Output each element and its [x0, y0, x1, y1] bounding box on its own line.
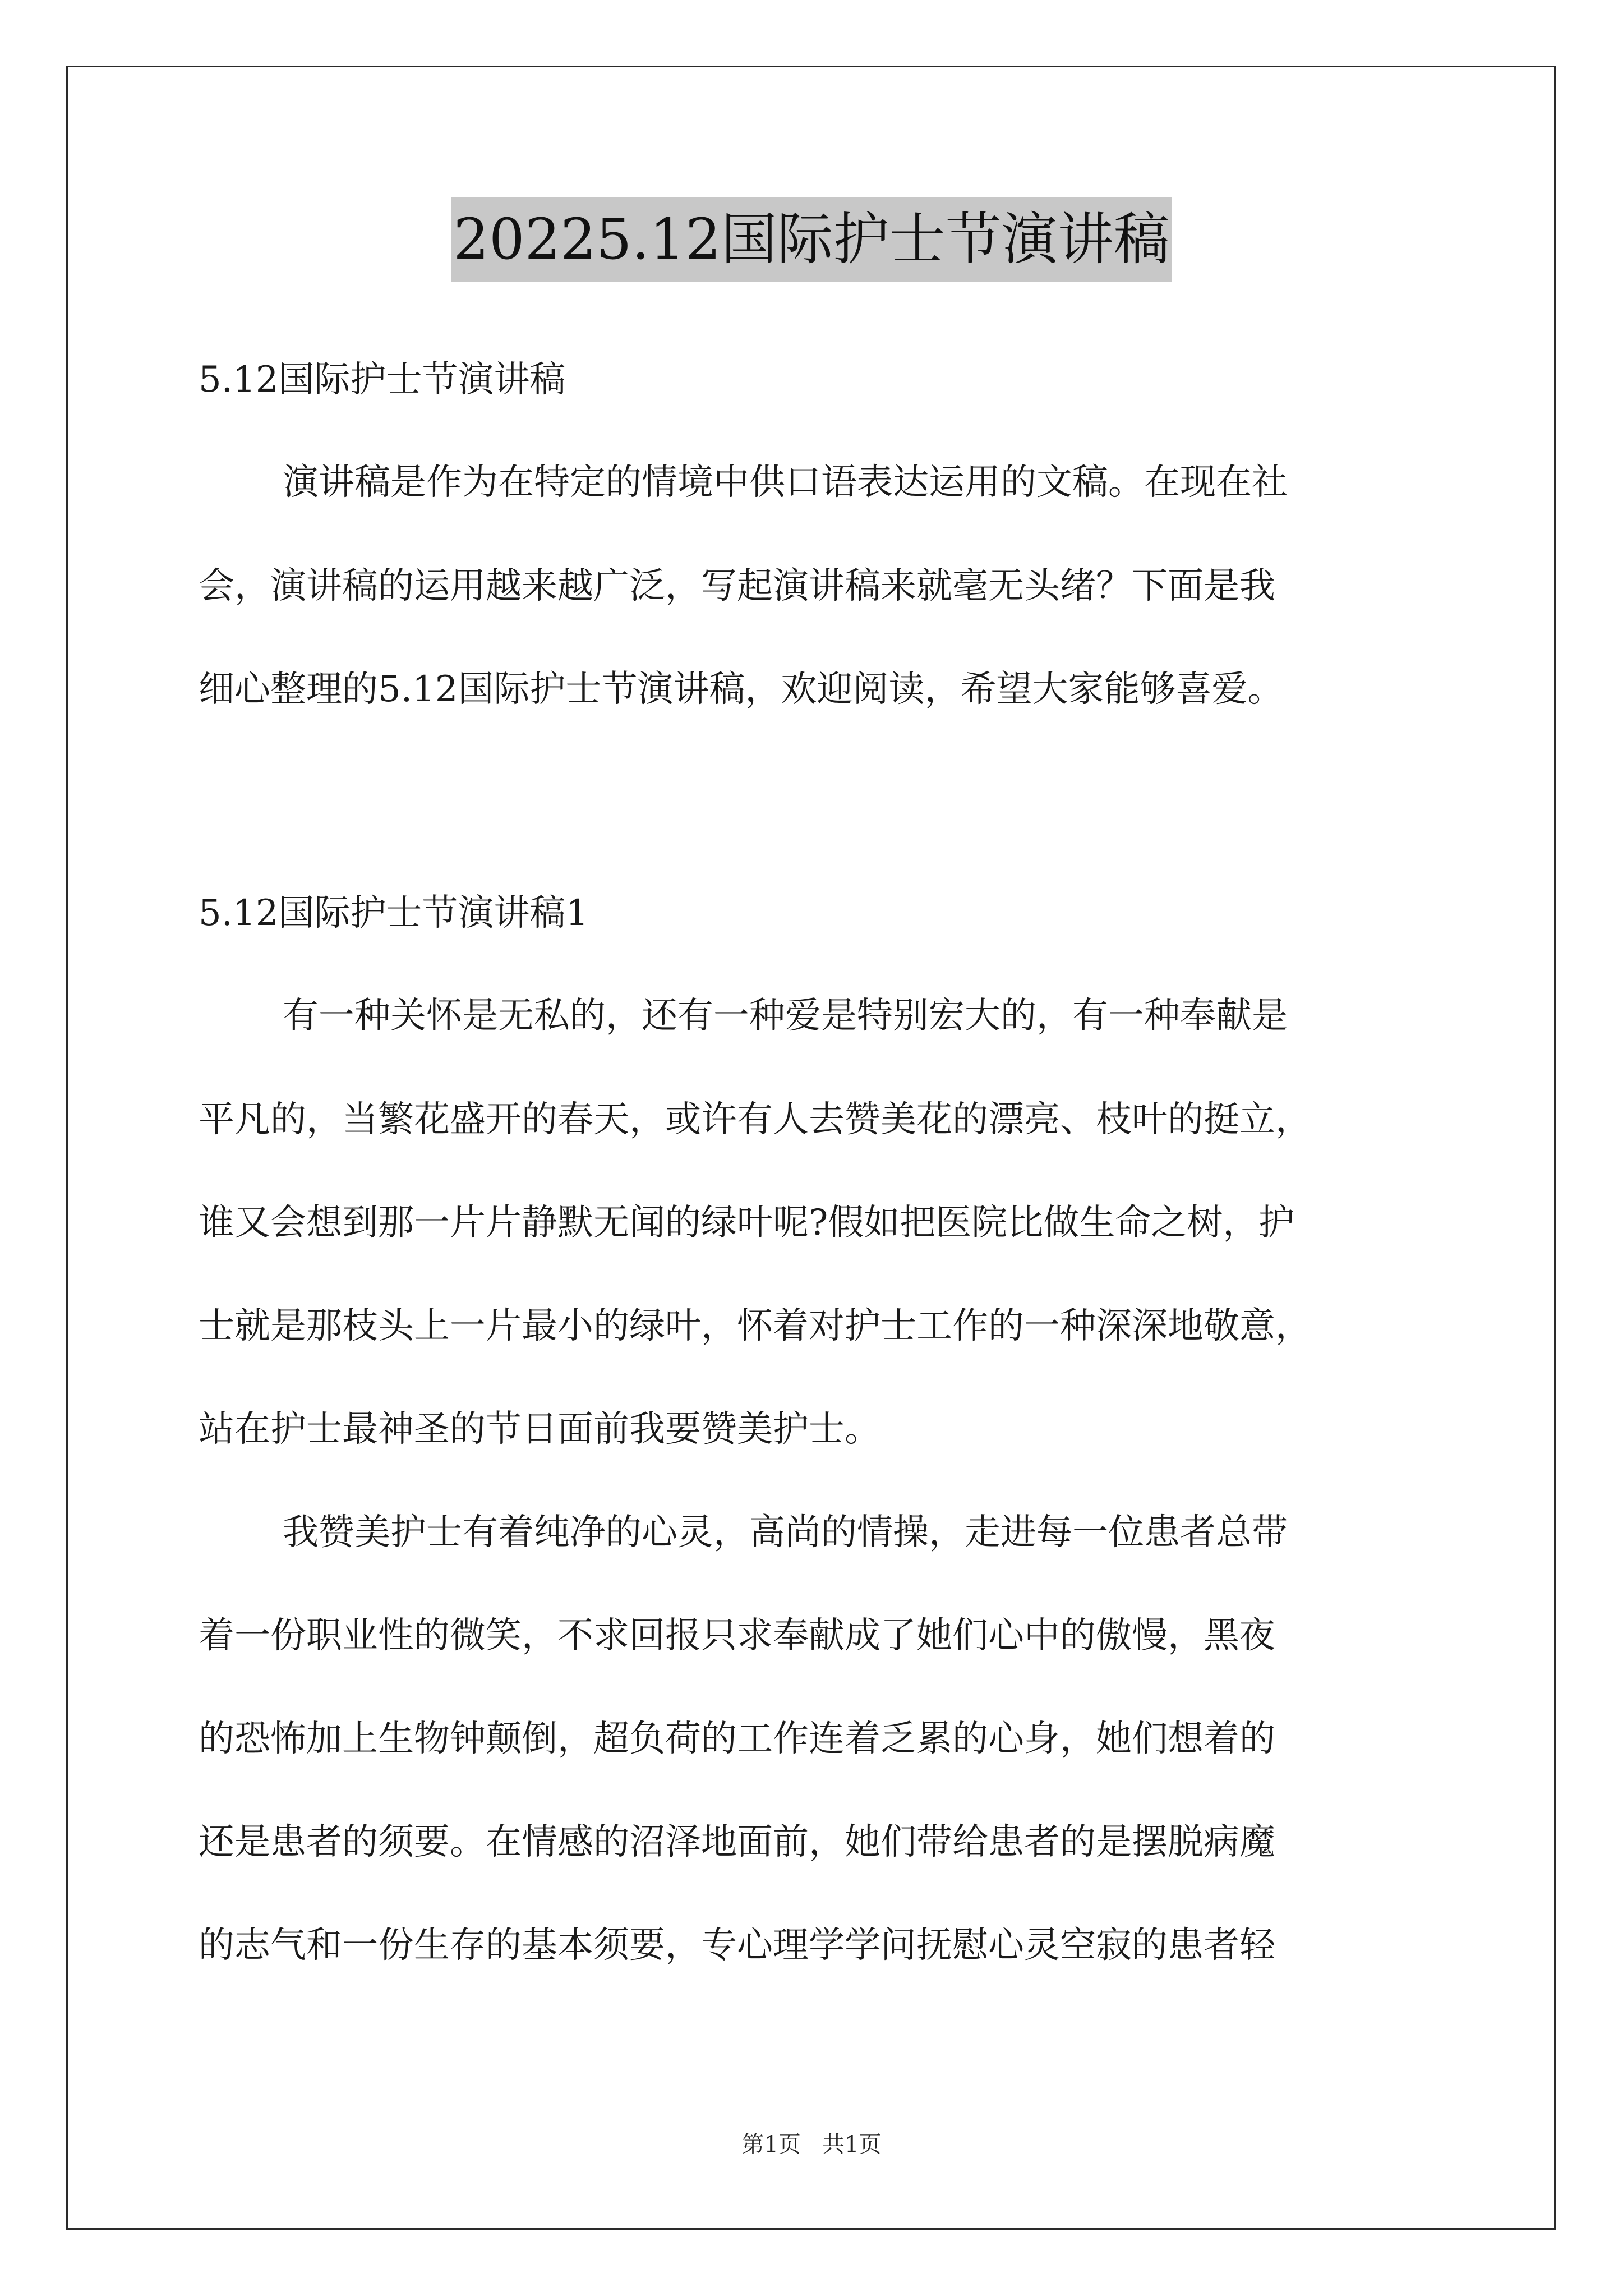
paragraph-line: 士就是那枝头上一片最小的绿叶，怀着对护士工作的一种深深地敬意， — [199, 1305, 1311, 1347]
paragraph-line: 的恐怖加上生物钟颠倒，超负荷的工作连着乏累的心身，她们想着的 — [199, 1718, 1275, 1760]
paragraph-line: 站在护士最神圣的节日面前我要赞美护士。 — [199, 1409, 880, 1450]
paragraph-line: 着一份职业性的微笑，不求回报只求奉献成了她们心中的傲慢，黑夜 — [199, 1615, 1275, 1657]
subtitle: 5.12国际护士节演讲稿 — [199, 359, 566, 401]
paragraph-line: 我赞美护士有着纯净的心灵，高尚的情操，走进每一位患者总带 — [283, 1512, 1288, 1553]
title-wrapper — [0, 197, 1623, 282]
intro-line: 会，演讲稿的运用越来越广泛，写起演讲稿来就毫无头绪？下面是我 — [199, 565, 1275, 607]
intro-line: 细心整理的5.12国际护士节演讲稿，欢迎阅读，希望大家能够喜爱。 — [199, 669, 1284, 710]
paragraph-line: 谁又会想到那一片片静默无闻的绿叶呢?假如把医院比做生命之树，护 — [199, 1202, 1295, 1244]
paragraph-line: 还是患者的须要。在情感的沼泽地面前，她们带给患者的是摆脱病魔 — [199, 1821, 1275, 1863]
paragraph-line: 平凡的，当繁花盛开的春天，或许有人去赞美花的漂亮、枝叶的挺立， — [199, 1099, 1311, 1140]
page-footer: 第1页 共1页 — [741, 2132, 882, 2157]
paragraph-line: 的志气和一份生存的基本须要，专心理学学问抚慰心灵空寂的患者轻 — [199, 1925, 1275, 1966]
paragraph-line: 有一种关怀是无私的，还有一种爱是特别宏大的，有一种奉献是 — [283, 995, 1288, 1037]
intro-line: 演讲稿是作为在特定的情境中供口语表达运用的文稿。在现在社 — [283, 462, 1288, 503]
section-heading: 5.12国际护士节演讲稿1 — [199, 892, 589, 934]
document-title: 20225.12国际护士节演讲稿 — [451, 197, 1172, 282]
